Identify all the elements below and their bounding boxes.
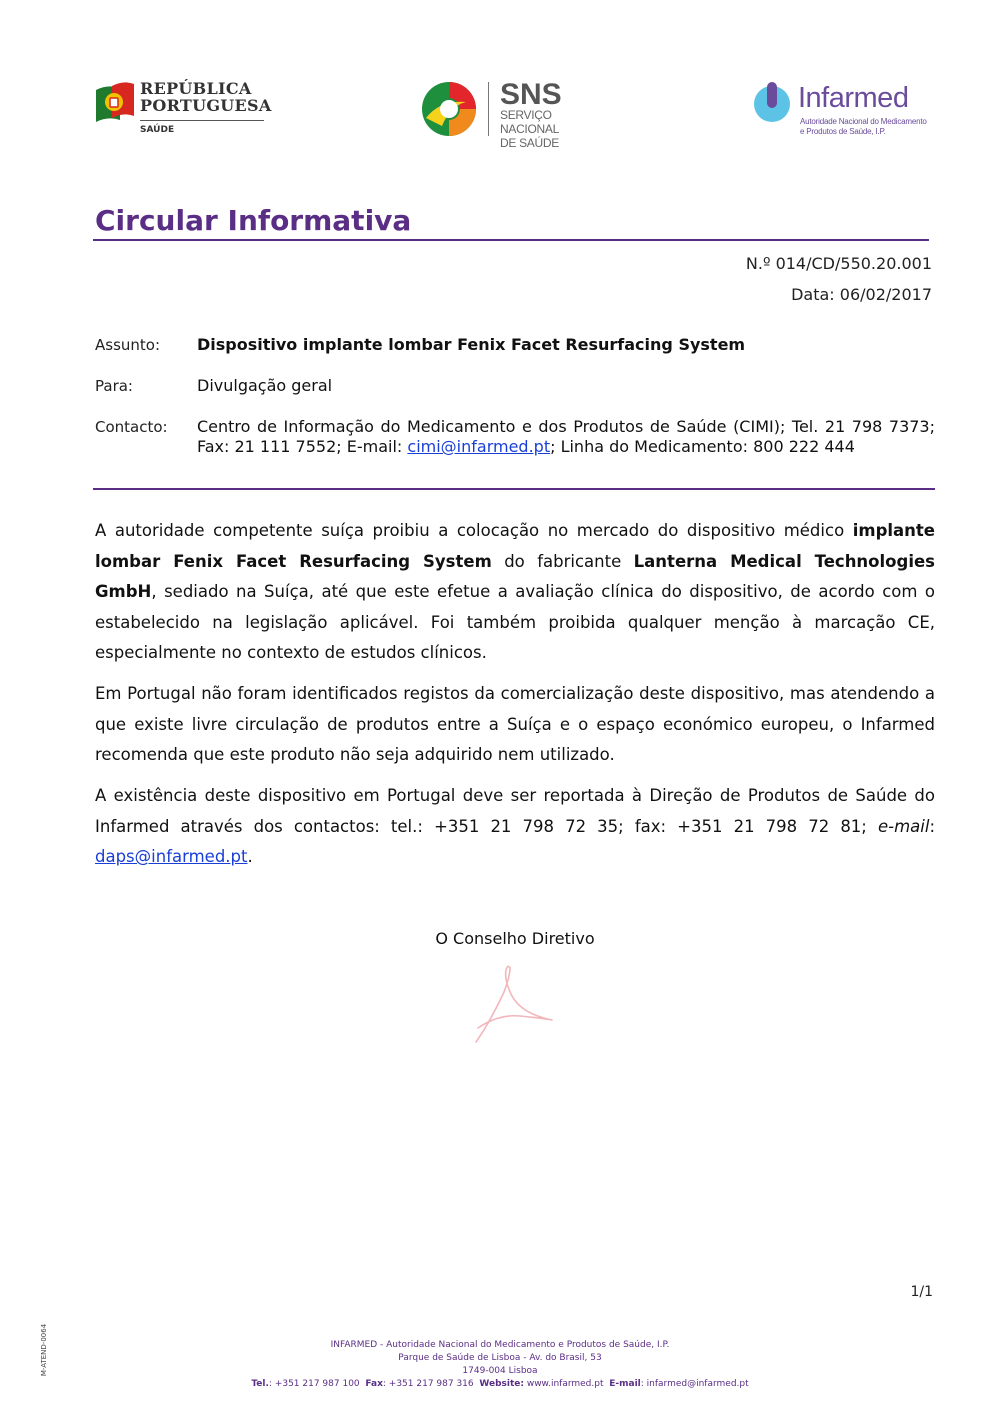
page-number: 1/1 (910, 1284, 933, 1300)
contact-text: Centro de Informação do Medicamento e dos Produtos de Saúde (CIMI); Tel. 21 798 7373; Fax: 21 111 7552; E-mail: (197, 417, 935, 456)
p1-text-3: , sediado na Suíça, até que este efetue a avaliação clínica do dispositivo, de acordo com o estabelecido na legislação aplicável. Foi também proibida qualquer menção à marcação CE, especialmente no contexto de estudos clínicos. (95, 582, 935, 663)
footer-tel-label: Tel. (251, 1379, 269, 1389)
circular-number: N.º 014/CD/550.20.001 (745, 254, 932, 273)
subject-value: Dispositivo implante lombar Fenix Facet Resurfacing System (197, 335, 746, 354)
infarmed-logo (750, 78, 930, 140)
form-code: M-ATEND-0064 (40, 1323, 48, 1377)
infarmed-drop-icon (750, 80, 794, 124)
info-divider (93, 488, 935, 490)
republica-line1: REPÚBLICA (140, 79, 252, 98)
republica-line2: PORTUGUESA (140, 96, 272, 115)
circular-date: Data: 06/02/2017 (791, 285, 932, 304)
p3-email-word: e-mail (877, 816, 930, 836)
p3-text-2: : (929, 816, 935, 836)
footer-address: Parque de Saúde de Lisboa - Av. do Brasil, 53 (398, 1353, 602, 1363)
sns-swirl-icon (420, 80, 478, 138)
p3-text-1: A existência deste dispositivo em Portugal deve ser reportada à Direção de Produtos de Saúde do Infarmed através dos contactos: tel.: +351 21 798 72 35; fax: +351 21 798 72 81; (95, 786, 935, 836)
daps-email-link[interactable]: daps@infarmed.pt (95, 847, 248, 867)
sns-line1: SERVIÇO NACIONAL (500, 108, 559, 136)
contact-hotline: ; Linha do Medicamento: 800 222 444 (550, 437, 855, 456)
infarmed-line2: e Produtos de Saúde, I.P. (800, 127, 886, 136)
p1-text-1: A autoridade competente suíça proibiu a colocação no mercado do dispositivo médico (95, 521, 853, 540)
document-title: Circular Informativa (95, 204, 412, 237)
footer-tel: : +351 217 987 100 (268, 1379, 360, 1389)
p3-text-3: . (247, 847, 253, 867)
footer-postal-code: 1749-004 Lisboa (462, 1366, 538, 1376)
subject-label: Assunto: (95, 336, 161, 354)
contact-label: Contacto: (95, 418, 168, 436)
body-paragraph-1 (95, 516, 935, 669)
footer-email: : infarmed@infarmed.pt (640, 1379, 749, 1389)
footer-fax-label: Fax (365, 1379, 383, 1389)
recipient-label: Para: (95, 377, 133, 395)
footer-fax: : +351 217 987 316 (382, 1379, 474, 1389)
cimi-email-link[interactable]: cimi@infarmed.pt (407, 437, 551, 456)
body-paragraph-3 (95, 781, 935, 873)
p1-manufacturer-name: Lanterna Medical Technologies GmbH (95, 551, 935, 602)
portuguese-flag-emblem-icon (94, 80, 136, 124)
footer-web: www.infarmed.pt (523, 1379, 604, 1389)
footer-organization: INFARMED - Autoridade Nacional do Medicamento e Produtos de Saúde, I.P. (330, 1340, 670, 1350)
republica-subtitle: SAÚDE (140, 125, 175, 135)
infarmed-name: Infarmed (798, 82, 909, 114)
footer-web-label: Website: (479, 1379, 524, 1389)
recipient-value: Divulgação geral (197, 376, 333, 395)
footer-contacts (0, 1379, 1000, 1389)
republica-divider (140, 120, 264, 121)
republica-portuguesa-logo (94, 78, 272, 140)
infarmed-line1: Autoridade Nacional do Medicamento (800, 117, 927, 126)
sns-divider (488, 82, 489, 136)
contact-value (197, 417, 935, 457)
p1-text-2: do fabricante (491, 551, 634, 571)
body-paragraph-2: Em Portugal não foram identificados registos da comercialização deste dispositivo, mas atendendo a que existe livre circulação de produtos entre a Suíça e o espaço económico europeu, o Infarmed recomenda que este produto não seja adquirido nem utilizado. (95, 684, 935, 765)
digital-signature-icon (470, 962, 556, 1046)
signature-label: O Conselho Diretivo (435, 929, 595, 948)
p1-device-name: implante lombar Fenix Facet Resurfacing System (95, 521, 935, 571)
footer-email-label: E-mail (609, 1379, 641, 1389)
sns-acronym: SNS (500, 78, 562, 111)
sns-line2: DE SAÚDE (500, 136, 559, 150)
title-divider (93, 239, 929, 241)
sns-logo (420, 78, 600, 150)
